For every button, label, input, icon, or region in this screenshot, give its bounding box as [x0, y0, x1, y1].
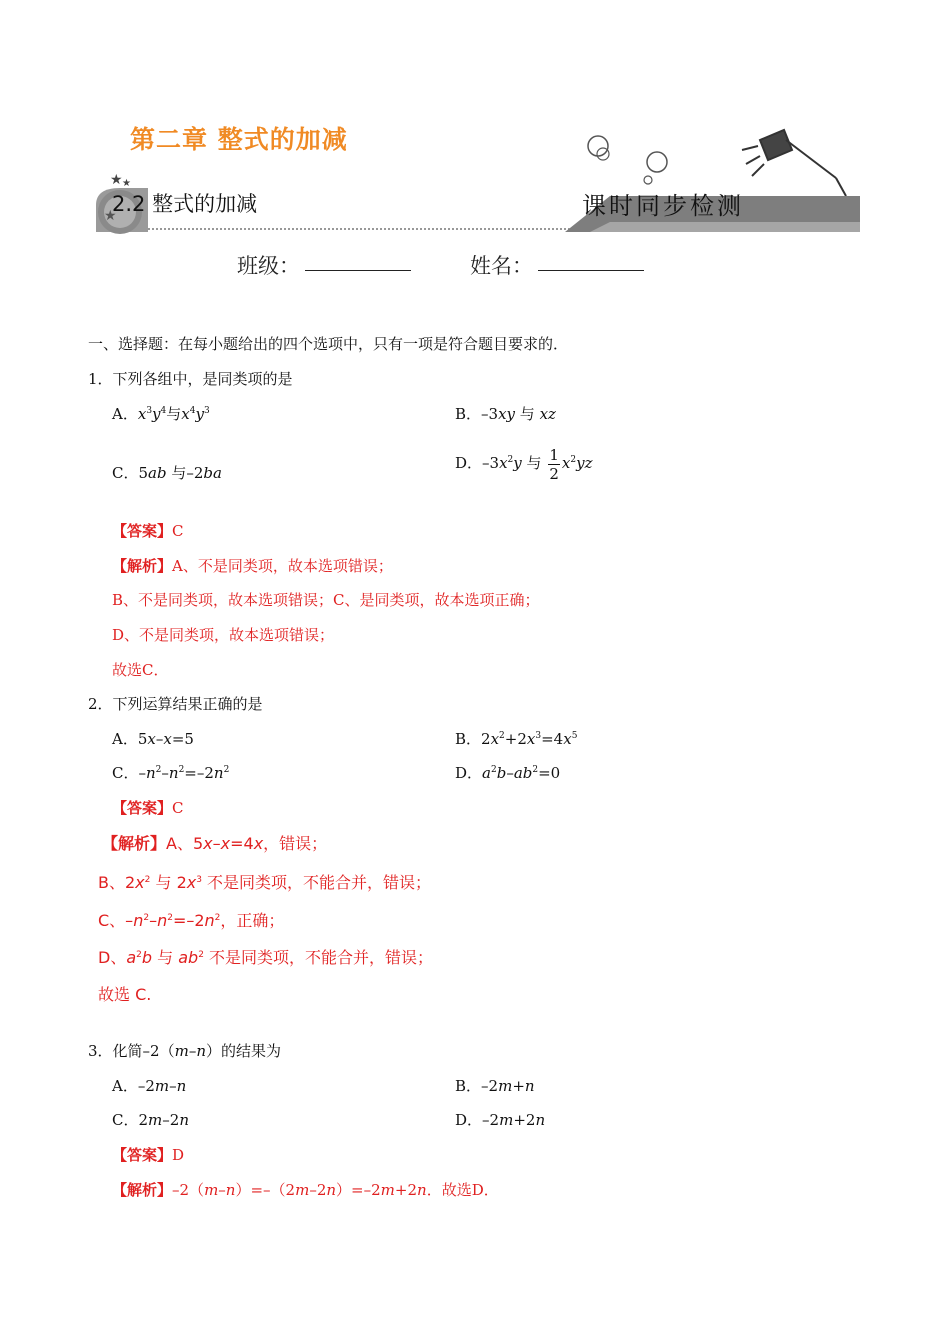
svg-text:★: ★ — [110, 172, 123, 188]
question-1-analysis-4: 故选C． — [112, 661, 169, 679]
lamp-icon — [742, 130, 846, 196]
question-2-option-d: D．$a^2b-ab^2=0$ — [455, 764, 561, 782]
question-1-option-b: B．–3xy 与 xz — [455, 405, 556, 423]
question-1-option-a: A．$x^3y^4$与$x^4y^3$ — [112, 405, 210, 423]
banner-subtitle: 课时同步检测 — [582, 192, 744, 220]
question-3-option-d: D．–2m+2n — [455, 1111, 546, 1129]
question-1-option-c: C．5ab 与–2ba — [112, 464, 222, 482]
class-field[interactable] — [305, 250, 411, 271]
question-2-analysis-2: B、$2x^2$ 与 $2x^3$ 不是同类项，不能合并，错误； — [98, 873, 432, 892]
question-3-option-c: C．2m–2n — [112, 1111, 189, 1129]
question-1-option-d: D．$-3x^2y$ 与 $\frac{1}{2}$ $x^2yz$ — [455, 445, 593, 483]
question-3-option-b: B．–2m+n — [455, 1077, 535, 1095]
question-3-stem: 3．化简–2（m–n）的结果为 — [88, 1042, 282, 1060]
question-1-analysis-3: D、不是同类项，故本选项错误； — [112, 626, 335, 644]
bubble-icon — [647, 152, 667, 172]
section-instructions: 一、选择题：在每小题给出的四个选项中，只有一项是符合题目要求的． — [88, 335, 569, 353]
bubble-icon — [588, 136, 608, 156]
question-2-analysis-4: D、$a^2b$ 与 $ab^2$ 不是同类项，不能合并，错误； — [98, 948, 434, 967]
question-3-answer: 【答案】D — [112, 1146, 185, 1164]
question-2-conclusion: 故选 C. — [98, 985, 152, 1004]
question-1-stem: 1．下列各组中，是同类项的是 — [88, 370, 293, 388]
question-2-analysis-1: 【解析】A、5x–x=4x，错误； — [102, 834, 328, 853]
question-3-option-a: A．–2m–n — [112, 1077, 187, 1095]
name-label: 姓名： — [470, 254, 533, 278]
name-field[interactable] — [538, 250, 644, 271]
question-2-stem: 2．下列运算结果正确的是 — [88, 695, 263, 713]
bubble-icon — [644, 176, 652, 184]
question-1-analysis-1: 【解析】A、不是同类项，故本选项错误； — [112, 557, 393, 575]
svg-text:★: ★ — [104, 208, 117, 224]
question-1-answer: 【答案】C — [112, 522, 184, 540]
question-2-option-a: A．5x–x=5 — [112, 730, 194, 748]
class-label: 班级： — [237, 254, 300, 278]
fraction-half: $\frac{1}{2}$ — [549, 445, 559, 483]
question-3-analysis: 【解析】–2（m–n）=–（2m–2n）=–2m+2n．故选D． — [112, 1181, 499, 1199]
chapter-title: 第二章 整式的加减 — [130, 125, 348, 154]
question-1-analysis-2: B、不是同类项，故本选项错误；C、是同类项，故本选项正确； — [112, 591, 540, 609]
question-2-analysis-3: C、$-n^2-n^2=-2n^2$，正确； — [98, 911, 285, 930]
question-2-answer: 【答案】C — [112, 799, 184, 817]
question-2-option-c: C．$-n^2-n^2=-2n^2$ — [112, 764, 230, 782]
question-2-option-b: B．$2x^2+2x^3=4x^5$ — [455, 730, 578, 748]
svg-text:★: ★ — [122, 178, 131, 189]
section-title: 2.2 整式的加减 — [112, 192, 258, 216]
